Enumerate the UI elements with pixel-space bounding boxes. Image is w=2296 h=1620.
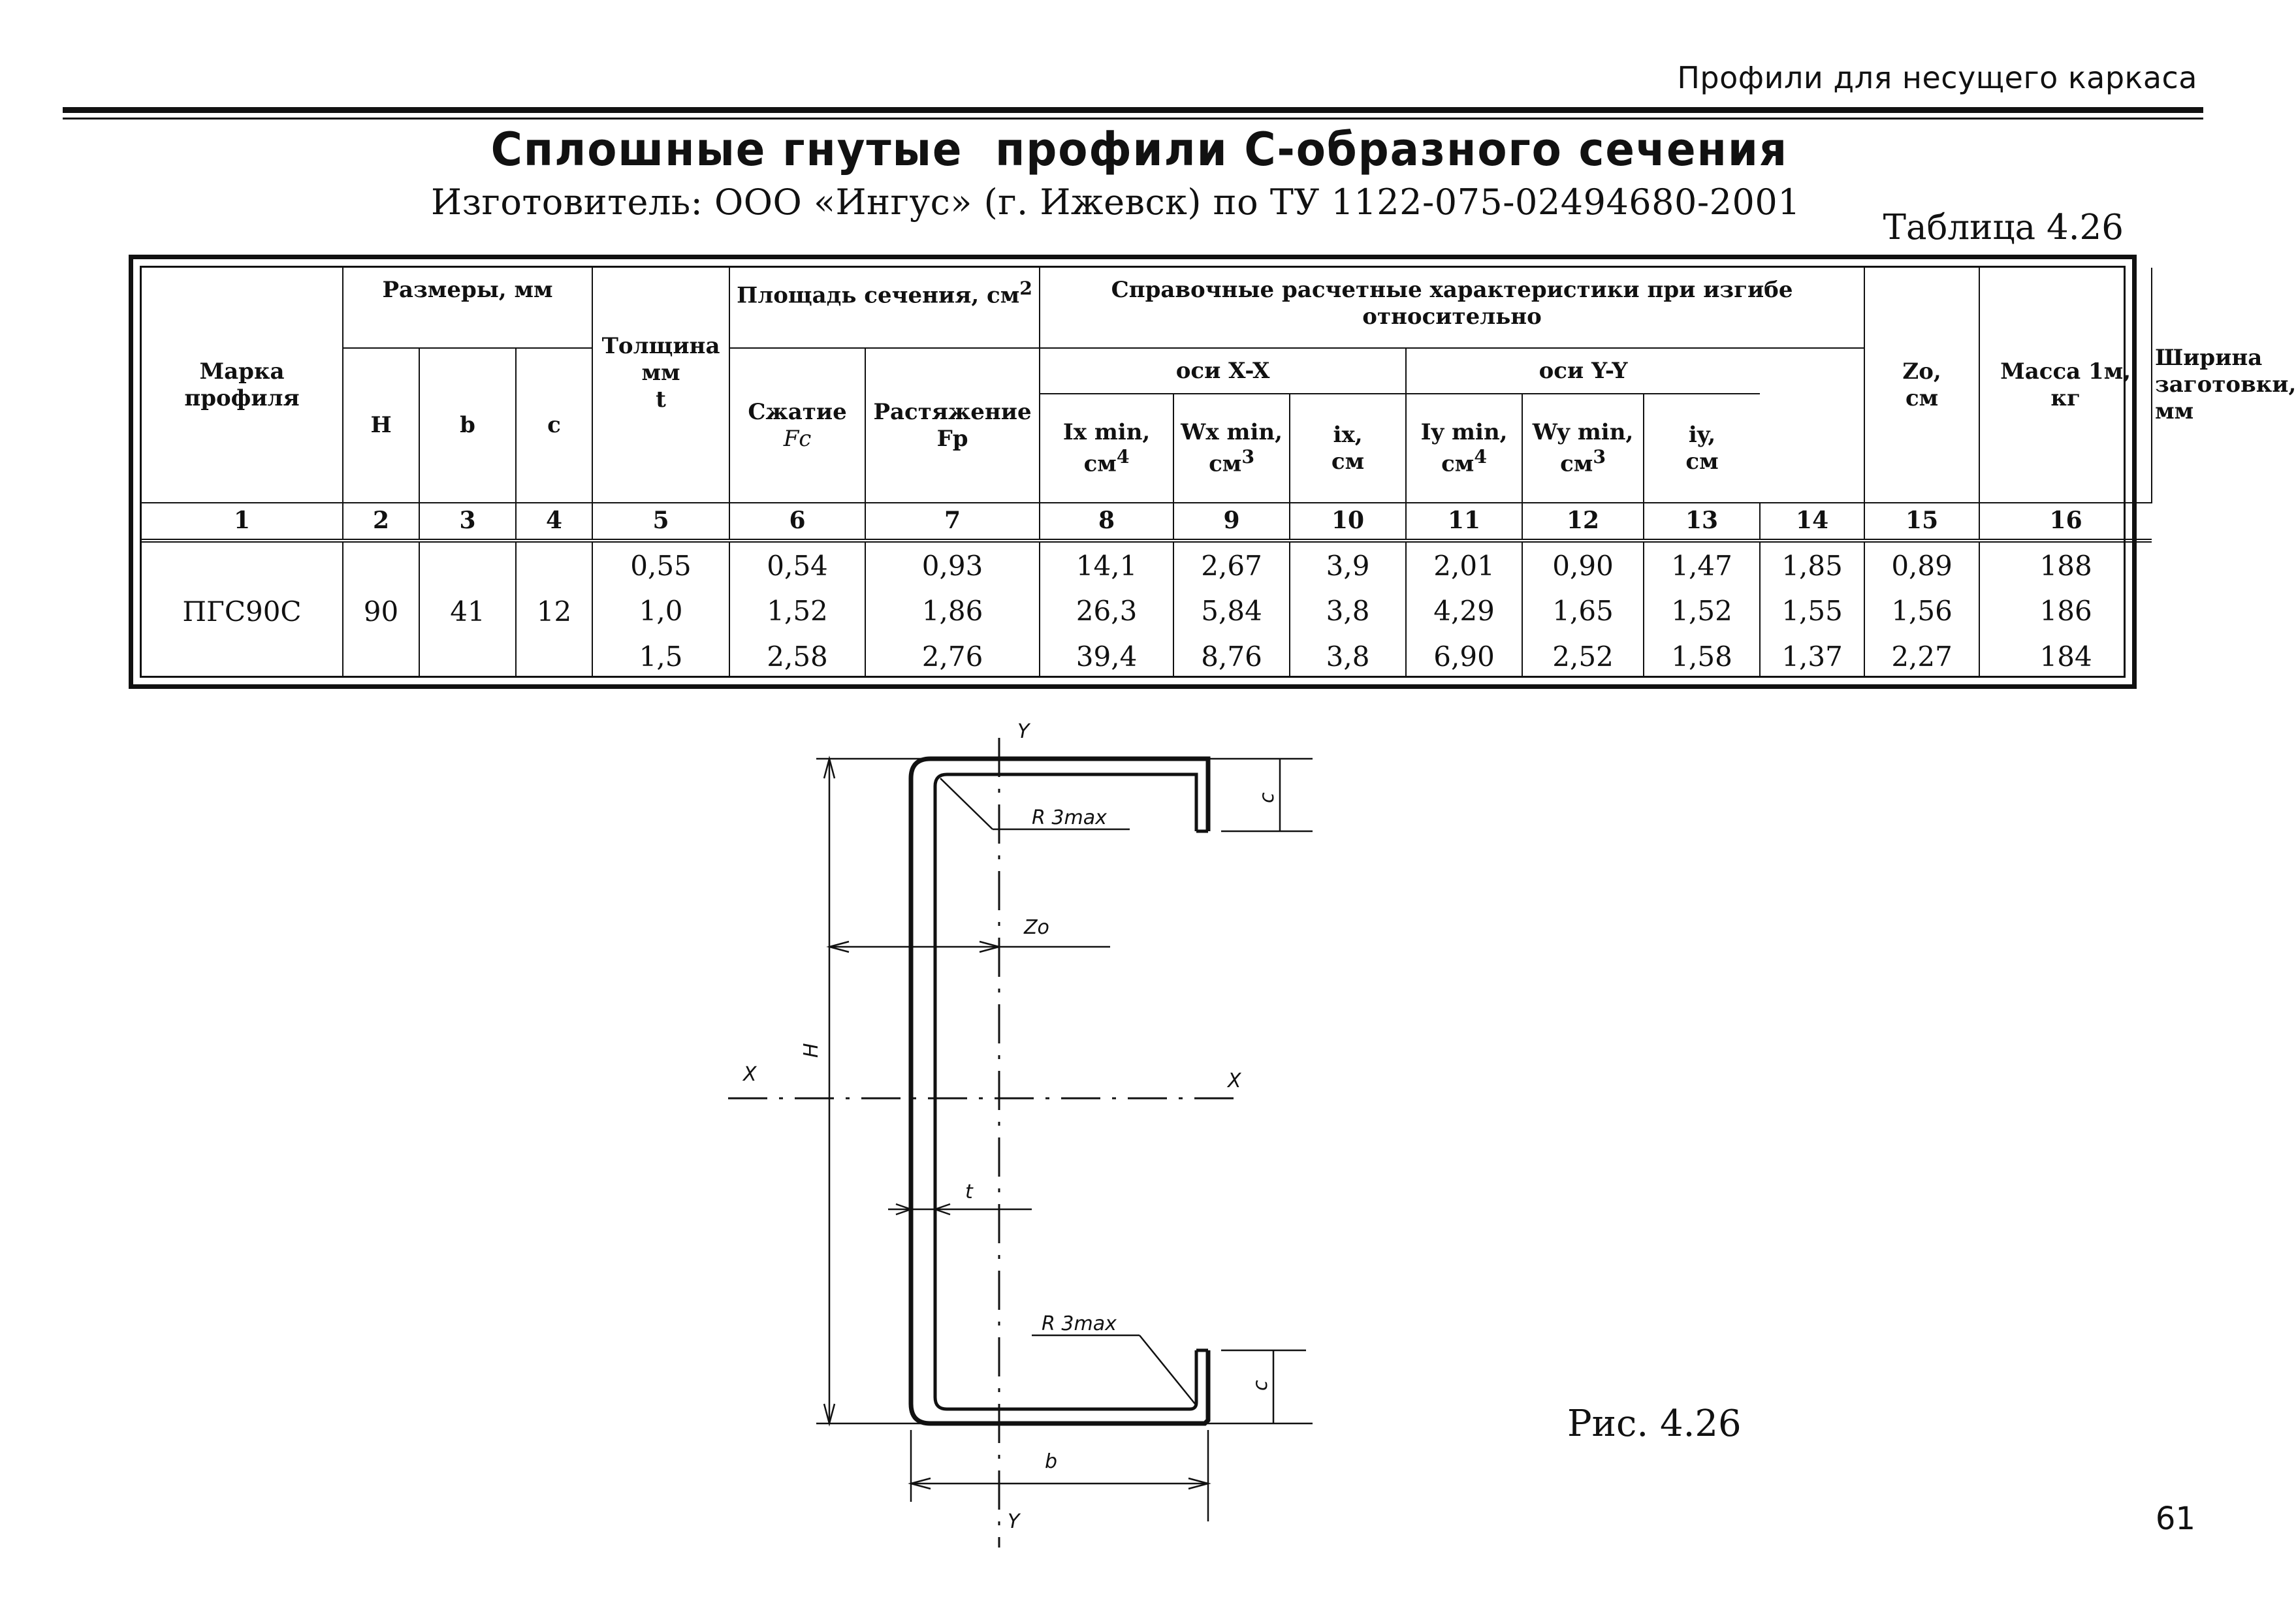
manufacturer-subtitle: Изготовитель: ООО «Ингус» (г. Ижевск) по ТУ 1122-075-02494680-2001 bbox=[431, 182, 1801, 223]
cell-ix-min: 39,4 bbox=[1040, 632, 1173, 678]
header-wx-min bbox=[1173, 394, 1290, 503]
column-number: 15 bbox=[1864, 503, 1979, 541]
cell-zo: 1,55 bbox=[1760, 586, 1864, 632]
header-area bbox=[729, 268, 1040, 348]
header-mass: Масса 1м, кг bbox=[1979, 268, 2152, 503]
header-axis-x: оси X-X bbox=[1040, 348, 1406, 394]
cell-fp: 1,86 bbox=[865, 586, 1040, 632]
header-tension bbox=[865, 348, 1040, 503]
page-number: 61 bbox=[2155, 1501, 2195, 1537]
header-iy bbox=[1644, 394, 1760, 503]
header-tension-symbol: Fp bbox=[936, 425, 968, 452]
column-number: 7 bbox=[865, 503, 1040, 541]
cell-ix-min: 26,3 bbox=[1040, 586, 1173, 632]
header-area-label: Площадь сечения, см bbox=[737, 282, 1020, 309]
cell-thickness: 0,55 bbox=[592, 541, 729, 586]
label-zo: Zo bbox=[1024, 916, 1049, 939]
header-ix-min bbox=[1040, 394, 1173, 503]
column-number: 12 bbox=[1522, 503, 1644, 541]
column-number: 16 bbox=[1979, 503, 2152, 541]
cell-mass: 2,27 bbox=[1864, 632, 1979, 678]
cell-ix-min: 14,1 bbox=[1040, 541, 1173, 586]
cell-wy-min: 1,65 bbox=[1522, 586, 1644, 632]
cell-fp: 2,76 bbox=[865, 632, 1040, 678]
header-zo-unit: см bbox=[1905, 385, 1939, 411]
profile-b: 41 bbox=[419, 541, 516, 678]
header-wx-min-label: Wx min, bbox=[1181, 419, 1283, 445]
cell-thickness: 1,5 bbox=[592, 632, 729, 678]
column-number: 14 bbox=[1760, 503, 1864, 541]
cell-blank-width: 188 bbox=[1979, 541, 2152, 586]
cell-iy-min: 2,01 bbox=[1406, 541, 1522, 586]
label-r-bottom: R 3max bbox=[1042, 1312, 1117, 1335]
spec-table-inner bbox=[140, 266, 2296, 678]
column-number: 2 bbox=[343, 503, 419, 541]
cell-fc: 2,58 bbox=[729, 632, 865, 678]
column-number: 8 bbox=[1040, 503, 1173, 541]
header-wy-min-label: Wy min, bbox=[1532, 419, 1634, 445]
header-zo-label: Zo, bbox=[1902, 358, 1941, 385]
header-thickness bbox=[592, 268, 729, 503]
header-mark: Марка профиля bbox=[142, 268, 343, 503]
header-compression-label: Сжатие bbox=[748, 398, 847, 425]
cell-ix: 3,8 bbox=[1290, 586, 1406, 632]
column-number: 9 bbox=[1173, 503, 1290, 541]
header-thickness-title: Толщина мм bbox=[601, 333, 720, 386]
cell-iy-min: 4,29 bbox=[1406, 586, 1522, 632]
cell-blank-width: 184 bbox=[1979, 632, 2152, 678]
header-wy-min bbox=[1522, 394, 1644, 503]
cell-iy: 1,52 bbox=[1644, 586, 1760, 632]
header-tension-label: Растяжение bbox=[873, 398, 1032, 425]
header-area-sup: 2 bbox=[1019, 277, 1032, 299]
profile-h: 90 bbox=[343, 541, 419, 678]
table-label: Таблица 4.26 bbox=[1883, 208, 2124, 247]
cell-fc: 0,54 bbox=[729, 541, 865, 586]
header-iy-min-unit: см bbox=[1441, 451, 1475, 477]
spec-table: Марка профиля Размеры, мм Толщина мм t Площадь сечения, $см^2$ Справочные расчетные характеристики при изгибе относительно Zo, см Масса 1м, кг Ширина заготовки, мм H b c Сжатие Fc Растяжение Fp оси X-X оси Y-Y Ix min, $см^4$ Wx min, $см^3$ ix, см Iy min, $см^4$ Wy min, $см^3$ iy, см 1 2 3 4 5 6 7 8 9 10 11 12 13 14 15 16 ПГС90С 90 41 12 0,55 0,54 0,93 14,1 2,67 3,9 2,01 0,90 1,47 1,85 0,89 188 1,0 1,52 1,86 26,3 5,84 3,8 4,29 1,65 1,52 1,55 1,56 186 1,5 2,58 2,76 39,4 8,76 3,8 6,90 2,52 1,58 1,37 2,27 184 bbox=[142, 268, 2152, 678]
label-y-top: Y bbox=[1017, 720, 1030, 743]
header-iy-unit: см bbox=[1685, 448, 1719, 475]
header-rule-thin bbox=[63, 118, 2203, 119]
column-number: 1 bbox=[142, 503, 343, 541]
header-ix-min-unit: см bbox=[1083, 451, 1117, 477]
header-c: c bbox=[516, 348, 592, 503]
header-compression-symbol: Fc bbox=[783, 425, 812, 452]
header-iy-min-label: Iy min, bbox=[1420, 419, 1508, 445]
cell-thickness: 1,0 bbox=[592, 586, 729, 632]
header-ix-unit: см bbox=[1331, 448, 1365, 475]
label-b: b bbox=[1045, 1450, 1058, 1473]
header-ix bbox=[1290, 394, 1406, 503]
cell-mass: 1,56 bbox=[1864, 586, 1979, 632]
header-iy-label: iy, bbox=[1688, 421, 1716, 448]
page-title: Сплошные гнутые профили С-образного сечения bbox=[490, 123, 1788, 176]
cell-ix: 3,9 bbox=[1290, 541, 1406, 586]
c-profile-drawing bbox=[705, 718, 1326, 1561]
header-ix-label: ix, bbox=[1333, 421, 1363, 448]
header-h: H bbox=[343, 348, 419, 503]
cell-blank-width: 186 bbox=[1979, 586, 2152, 632]
header-zo bbox=[1864, 268, 1979, 503]
column-number: 13 bbox=[1644, 503, 1760, 541]
header-iy-min-sup: 4 bbox=[1474, 445, 1488, 468]
header-iy-min bbox=[1406, 394, 1522, 503]
label-y-bottom: Y bbox=[1008, 1510, 1020, 1533]
header-b: b bbox=[419, 348, 516, 503]
cell-wx-min: 5,84 bbox=[1173, 586, 1290, 632]
cell-zo: 1,85 bbox=[1760, 541, 1864, 586]
label-h: H bbox=[800, 1043, 823, 1058]
spec-table-frame bbox=[129, 255, 2296, 689]
header-bending: Справочные расчетные характеристики при изгибе относительно bbox=[1040, 268, 1864, 348]
header-dimensions: Размеры, мм bbox=[343, 268, 592, 348]
cell-iy: 1,58 bbox=[1644, 632, 1760, 678]
header-axis-y: оси Y-Y bbox=[1406, 348, 1760, 394]
header-wy-min-sup: 3 bbox=[1593, 445, 1606, 468]
profile-mark: ПГС90С bbox=[142, 541, 343, 678]
cell-fc: 1,52 bbox=[729, 586, 865, 632]
header-ix-min-label: Ix min, bbox=[1062, 419, 1151, 445]
cell-ix: 3,8 bbox=[1290, 632, 1406, 678]
label-r-top: R 3max bbox=[1032, 806, 1107, 829]
header-compression bbox=[729, 348, 865, 503]
figure-caption: Рис. 4.26 bbox=[1567, 1403, 1742, 1445]
cell-wy-min: 0,90 bbox=[1522, 541, 1644, 586]
profile-c: 12 bbox=[516, 541, 592, 678]
column-number: 6 bbox=[729, 503, 865, 541]
cell-iy: 1,47 bbox=[1644, 541, 1760, 586]
cell-wx-min: 8,76 bbox=[1173, 632, 1290, 678]
cell-zo: 1,37 bbox=[1760, 632, 1864, 678]
label-t: t bbox=[965, 1181, 973, 1203]
label-x-left: X bbox=[743, 1063, 757, 1086]
column-number: 3 bbox=[419, 503, 516, 541]
cell-wy-min: 2,52 bbox=[1522, 632, 1644, 678]
label-c-bottom: c bbox=[1249, 1380, 1272, 1391]
column-number: 11 bbox=[1406, 503, 1522, 541]
header-wx-min-sup: 3 bbox=[1241, 445, 1255, 468]
header-wy-min-unit: см bbox=[1560, 451, 1593, 477]
running-title: Профили для несущего каркаса bbox=[1677, 60, 2197, 95]
column-number: 4 bbox=[516, 503, 592, 541]
cell-wx-min: 2,67 bbox=[1173, 541, 1290, 586]
column-number: 10 bbox=[1290, 503, 1406, 541]
header-rule bbox=[63, 107, 2203, 113]
header-wx-min-unit: см bbox=[1209, 451, 1242, 477]
header-ix-min-sup: 4 bbox=[1116, 445, 1130, 468]
cell-mass: 0,89 bbox=[1864, 541, 1979, 586]
label-c-top: c bbox=[1256, 792, 1279, 803]
header-thickness-symbol: t bbox=[656, 386, 666, 413]
label-x-right: X bbox=[1228, 1070, 1241, 1092]
column-number: 5 bbox=[592, 503, 729, 541]
cell-fp: 0,93 bbox=[865, 541, 1040, 586]
cell-iy-min: 6,90 bbox=[1406, 632, 1522, 678]
